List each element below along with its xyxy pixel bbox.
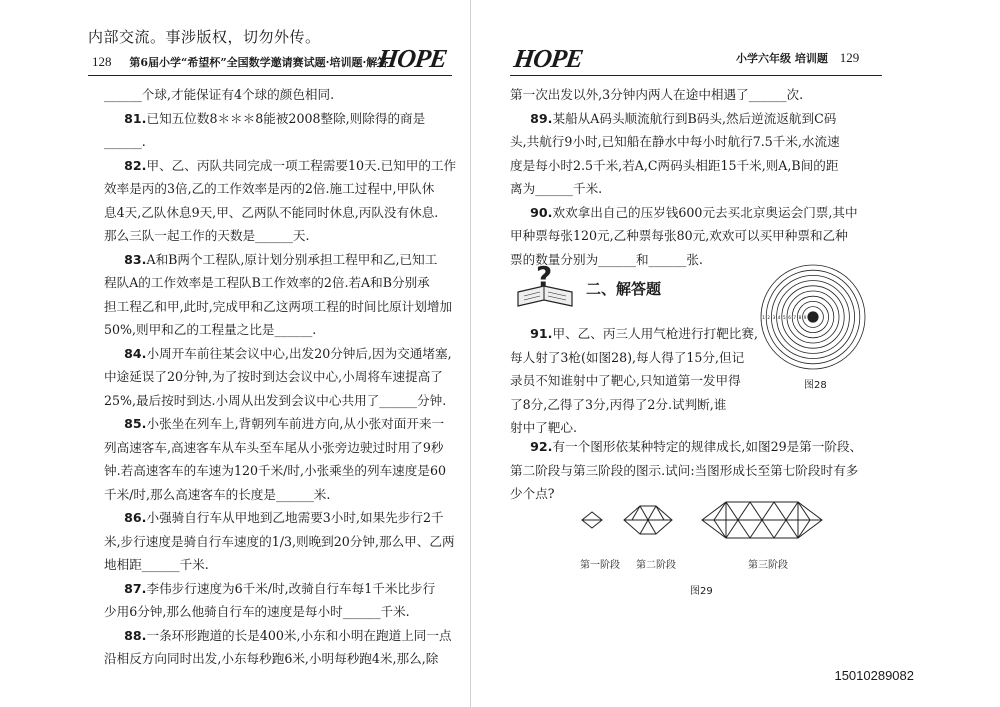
question-text: 小强骑自行车从甲地到乙地需要3小时,如果先步行2千 — [146, 510, 444, 525]
question-text: 小周开车前往某会议中心,出发20分钟后,因为交通堵塞, — [146, 345, 452, 361]
text-line: 千米/时,那么高速客车的长度是______米. — [104, 486, 331, 502]
text-line — [104, 506, 456, 530]
question-number: 86. — [124, 510, 147, 525]
text-line: 录员不知谁射中了靶心,只知道第一发甲得 — [510, 373, 741, 388]
figure-29-growth-stages — [576, 498, 876, 552]
question-91 — [510, 322, 800, 440]
text-line: 沿相反方向同时出发,小东每秒跑6米,小明每秒跑4米,那么,除 — [104, 651, 439, 666]
question-text: 某船从A码头顺流航行到B码头,然后逆流返航到C码 — [552, 110, 837, 126]
target-rings-svg — [758, 262, 868, 372]
text-line — [104, 107, 456, 131]
ring-score-label: 3 — [772, 315, 776, 320]
stage-2-shape — [624, 506, 672, 534]
question-text: 李伟步行速度为6千米/时,改骑自行车每1千米比步行 — [146, 580, 436, 596]
right-page-header — [736, 50, 859, 66]
ring-score-label: 9 — [803, 315, 807, 320]
text-line — [104, 248, 456, 272]
question-number: 83. — [124, 251, 147, 267]
text-line — [104, 412, 456, 436]
text-line: 那么三队一起工作的天数是______天. — [104, 228, 310, 243]
text-line — [104, 342, 456, 366]
text-line: 25%,最后按时到达.小周从出发到会议中心共用了______分钟. — [104, 392, 447, 408]
question-number: 87. — [124, 580, 147, 596]
left-header-rule — [88, 75, 452, 76]
text-line: 射中了靶心. — [510, 420, 577, 435]
hope-logo-left: HOPE — [376, 44, 449, 73]
question-number: 89. — [530, 110, 553, 126]
text-line — [510, 322, 800, 346]
phone-number: 15010289082 — [834, 668, 914, 683]
text-line: 第一次出发以外,3分钟内两人在途中相遇了______次. — [510, 87, 804, 102]
question-number: 88. — [124, 627, 147, 643]
text-line: ______个球,才能保证有4个球的颜色相同. — [104, 87, 335, 102]
text-line: 担工程乙和甲,此时,完成甲和乙这两项工程的时间比原计划增加 — [104, 298, 453, 314]
text-line: 每人射了3枪(如图28),每人得了15分,但记 — [510, 349, 745, 365]
ring-score-label: 1 — [762, 315, 765, 320]
text-line: 了8分,乙得了3分,丙得了2分.试判断,谁 — [510, 396, 727, 412]
question-text: 甲、乙、丙三人用气枪进行打靶比赛, — [552, 326, 758, 341]
page-spine — [470, 0, 471, 707]
text-line: 头,共航行9小时,已知船在静水中每小时航行7.5千米,水流速 — [510, 134, 840, 149]
watermark-text: 内部交流。事涉版权，切勿外传。 — [88, 28, 321, 46]
question-number: 92. — [530, 439, 553, 454]
stage-1-label: 第一阶段 — [580, 560, 620, 571]
text-line: 米,步行速度是骑自行车速度的1/3,则晚到20分钟,那么甲、乙两 — [104, 533, 455, 549]
stage-2-label: 第二阶段 — [636, 560, 676, 571]
ring-score-label: 4 — [777, 315, 781, 320]
text-line — [510, 201, 882, 225]
question-text: 小张坐在列车上,背朝列车前进方向,从小张对面开来一 — [146, 416, 445, 431]
text-line: 程队A的工作效率是工程队B工作效率的2倍.若A和B分别承 — [104, 275, 430, 290]
svg-text:?: ? — [536, 262, 553, 293]
text-line: 效率是丙的3倍,乙的工作效率是丙的2倍.施工过程中,甲队休 — [104, 181, 435, 196]
text-line — [104, 577, 456, 601]
question-92 — [510, 435, 882, 506]
hope-logo-right: HOPE — [512, 44, 585, 73]
right-page-number: 129 — [839, 50, 860, 65]
question-number: 91. — [530, 326, 553, 341]
question-text: A和B两个工程队,原计划分别承担工程甲和乙,已知工 — [146, 251, 438, 267]
stage-1-shape — [582, 512, 602, 528]
ring-score-label: 7 — [793, 315, 797, 320]
text-line: 中途延误了20分钟,为了按时到达会议中心,小周将车速提高了 — [104, 369, 443, 384]
ring-score-label: 2 — [767, 315, 771, 320]
question-mark-book-icon — [514, 262, 578, 314]
text-line: 第二阶段与第三阶段的图示.试问:当图形成长至第七阶段时有多 — [510, 462, 859, 478]
left-page-body — [104, 83, 456, 671]
question-number: 90. — [530, 204, 553, 220]
stage-3-shape — [702, 502, 822, 538]
text-line: 甲种票每张120元,乙种票每张80元,欢欢可以买甲种票和乙种 — [510, 228, 848, 243]
text-line: 离为______千米. — [510, 181, 603, 196]
text-line — [510, 435, 882, 459]
question-text: 已知五位数8＊＊＊8能被2008整除,则除得的商是 — [146, 110, 426, 126]
figure-28-target — [758, 262, 868, 376]
text-line: 息4天,乙队休息9天,甲、乙两队不能同时休息,丙队没有休息. — [104, 204, 439, 220]
text-line: 50%,则甲和乙的工程量之比是______. — [104, 322, 317, 337]
figure-29-label: 图29 — [690, 586, 713, 597]
left-header-title: 第6届小学“希望杯”全国数学邀请赛试题·培训题·解答 — [129, 56, 389, 69]
question-number: 84. — [124, 345, 147, 361]
right-header-rule — [510, 75, 882, 76]
ring-score-label: 8 — [798, 315, 802, 320]
question-number: 85. — [124, 416, 147, 431]
figure-28-label: 图28 — [804, 380, 827, 391]
text-line: ______. — [104, 134, 146, 149]
text-line: 地相距______千米. — [104, 557, 209, 572]
ring-score-label: 10 — [809, 315, 815, 320]
text-line: 少用6分钟,那么他骑自行车的速度是每小时______千米. — [104, 604, 410, 619]
question-text: 有一个图形依某种特定的规律成长,如图29是第一阶段、 — [552, 439, 863, 454]
text-line: 钟.若高速客车的车速为120千米/时,小张乘坐的列车速度是60 — [104, 463, 446, 478]
left-page-number: 128 — [92, 54, 112, 69]
left-page-header — [92, 54, 388, 70]
text-line — [104, 624, 456, 648]
question-text: 一条环形跑道的长是400米,小东和小明在跑道上同一点 — [146, 627, 452, 643]
stage-3-label: 第三阶段 — [748, 560, 788, 571]
text-line — [510, 107, 882, 131]
text-line: 度是每小时2.5千米,若A,C两码头相距15千米,则A,B间的距 — [510, 157, 839, 173]
growth-stage-diagram — [576, 498, 876, 548]
question-text: 甲、乙、丙队共同完成一项工程需要10天.已知甲的工作 — [146, 157, 457, 173]
text-line — [104, 154, 456, 178]
question-number: 81. — [124, 110, 147, 126]
text-line: 少个点? — [510, 486, 555, 501]
section-title: 二、解答题 — [586, 280, 662, 298]
ring-score-label: 5 — [783, 315, 786, 320]
right-header-title: 小学六年级 培训题 — [736, 52, 828, 65]
question-number: 82. — [124, 157, 147, 173]
right-page-body-top — [510, 83, 882, 271]
question-text: 欢欢拿出自己的压岁钱600元去买北京奥运会门票,其中 — [552, 204, 858, 220]
ring-score-label: 6 — [788, 315, 791, 320]
text-line: 票的数量分别为______和______张. — [510, 251, 703, 267]
text-line: 列高速客车,高速客车从车头至车尾从小张旁边驶过时用了9秒 — [104, 439, 444, 455]
